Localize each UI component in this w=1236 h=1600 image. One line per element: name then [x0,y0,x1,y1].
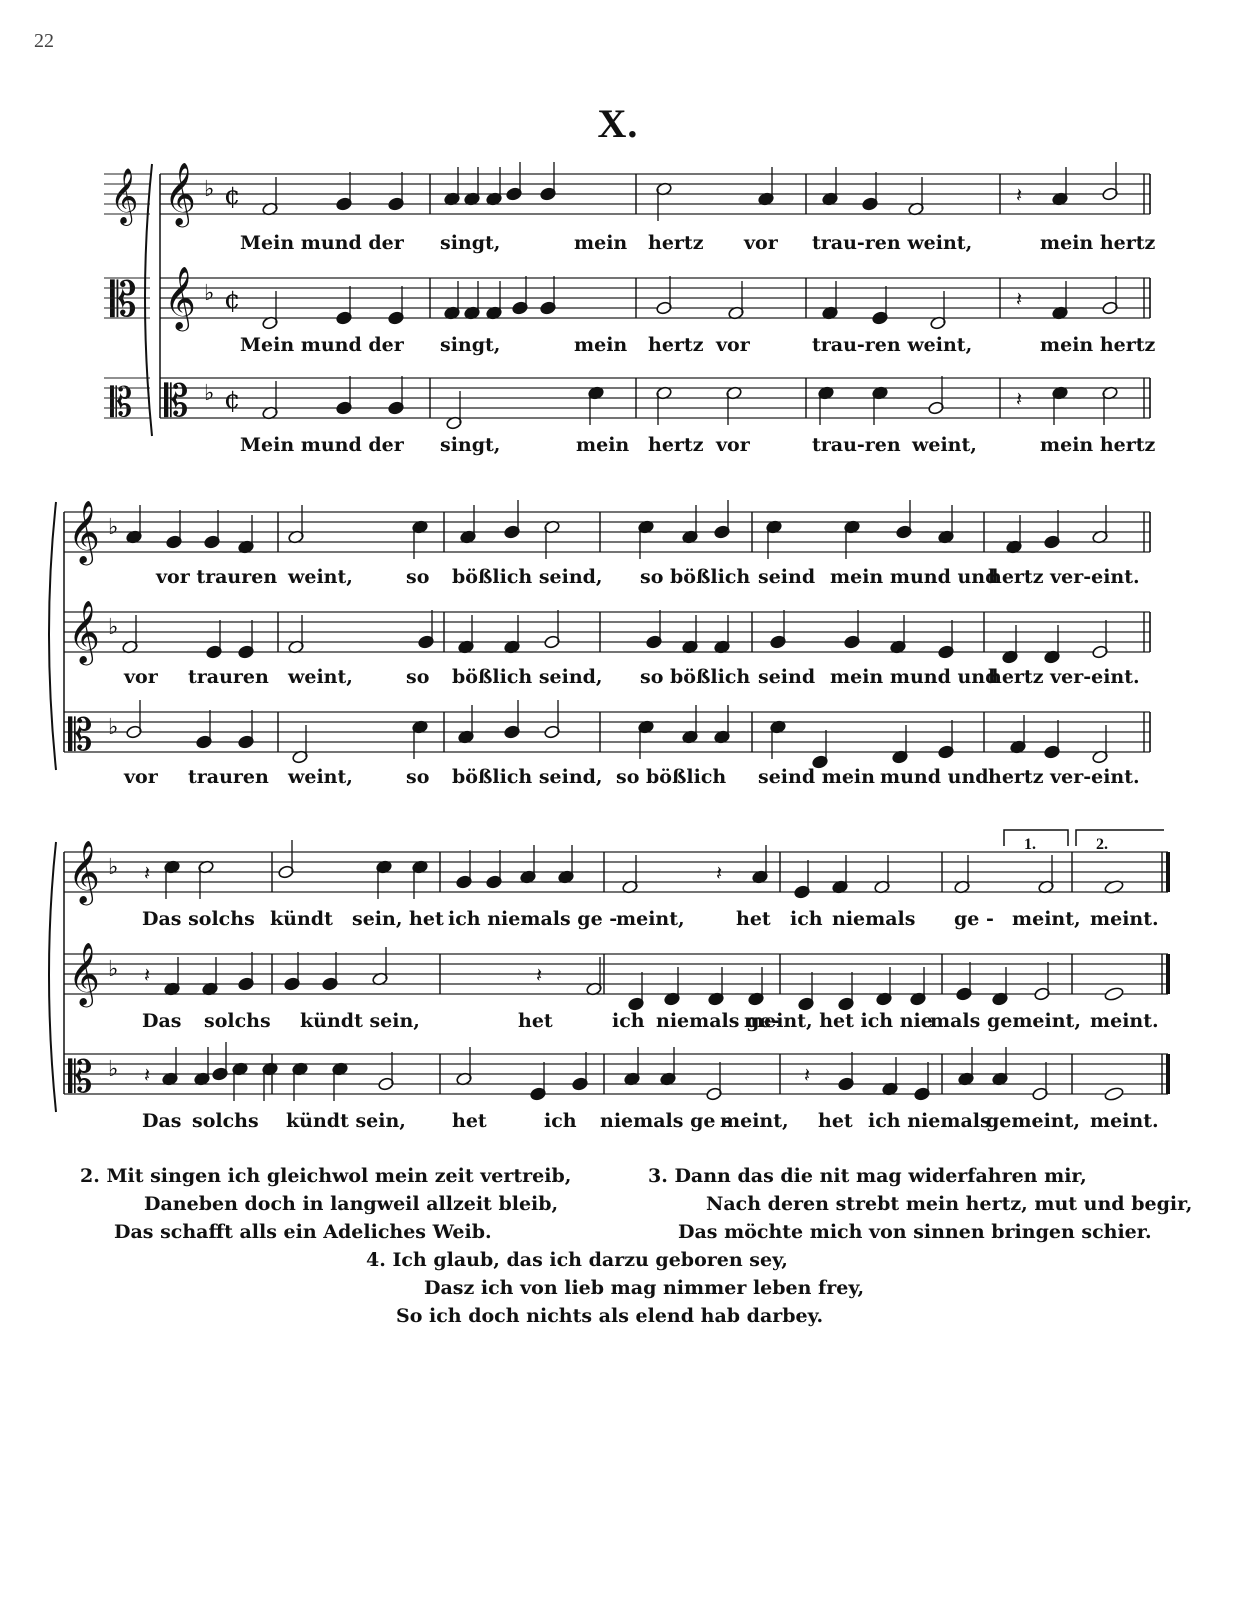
clef-s1-v3: 𝄡 [164,376,189,427]
key-flat-s3-v3: ♭ [108,1057,119,1082]
lyric-s3-v1-3: ich niemals ge - [448,908,618,930]
lyric-s1-v3-0: Mein mund der [240,434,404,456]
original-clef-v2: 𝄡 [110,272,137,328]
lyric-s2-v1-7: hertz ver-eint. [988,566,1140,588]
lyric-s3-v1-0: Das solchs [142,908,255,930]
clef-s3-v3: 𝄡 [68,1052,93,1103]
lyric-s1-v3-1: singt, [440,434,501,456]
clef-s2-v3: 𝄡 [68,710,93,761]
lyric-s2-v2-2: weint, [288,666,353,688]
lyric-s2-v1-0: vor trauren [156,566,278,588]
lyric-s1-v1-2: mein [574,232,628,254]
clef-s2-v1: 𝄞 [68,500,100,563]
page-number: 22 [34,30,54,52]
lyric-s2-v1-2: so [406,566,430,588]
lyric-s2-v2-7: mein mund und [830,666,999,688]
lyric-s1-v1-6: mein hertz [1040,232,1156,254]
rest-s3-v3-1: 𝄽 [144,1063,151,1087]
verse-2-line-1: 2. Mit singen ich gleichwol mein zeit vertreib, [80,1165,572,1187]
lyric-s1-v1-4: vor [744,232,778,254]
ending-first: 1. [1024,836,1036,853]
rest-s3-v2-1: 𝄽 [144,963,151,987]
verse-3-line-1: 3. Dann das die nit mag widerfahren mir, [648,1165,1087,1187]
lyric-s3-v2-2: kündt sein, [300,1010,420,1032]
key-flat-s3-v2: ♭ [108,957,119,982]
clef-s3-v2: 𝄞 [68,942,100,1005]
lyric-s3-v3-1: solchs [192,1110,259,1132]
lyric-s3-v3-3: het [452,1110,487,1132]
time-sig-v3: ¢ [224,385,241,415]
lyric-s3-v3-8: ich niemals [868,1110,991,1132]
lyric-s1-v2-5: trau-ren weint, [812,334,973,356]
key-flat-s1-v1: ♭ [204,177,215,202]
lyric-s3-v1-6: ich [790,908,823,930]
time-sig-v1: ¢ [224,181,241,211]
rest-s1-v1-14: 𝄽 [1016,183,1023,207]
lyric-s1-v2-4: vor [716,334,750,356]
clef-s3-v1: 𝄞 [68,840,100,903]
lyric-s2-v3-4: bößlich seind, [452,766,603,788]
lyric-s3-v2-5: niemals ge- [656,1010,780,1032]
lyric-s2-v2-6: seind [758,666,816,688]
lyric-s3-v1-8: ge - [954,908,994,930]
lyric-s1-v1-1: singt, [440,232,501,254]
rest-s1-v2-14: 𝄽 [1016,287,1023,311]
lyric-s2-v2-8: hertz ver-eint. [988,666,1140,688]
lyric-s2-v2-3: so [406,666,430,688]
second-ending-bracket [1076,830,1164,846]
lyric-s2-v2-5: so bößlich [640,666,751,688]
lyric-s2-v3-5: so bößlich [616,766,727,788]
lyric-s3-v2-0: Das [142,1010,182,1032]
lyric-s3-v3-6: meint, [720,1110,789,1132]
rest-s3-v1-1: 𝄽 [144,861,151,885]
lyric-s2-v1-3: bößlich seind, [452,566,603,588]
verse-3 [648,1162,1192,1246]
lyric-s2-v3-6: seind mein [758,766,875,788]
lyric-s3-v2-6: meint, het ich nie [744,1010,933,1032]
lyric-s2-v1-1: weint, [288,566,353,588]
lyric-s3-v1-9: meint, [1012,908,1081,930]
lyric-s2-v3-3: so [406,766,430,788]
lyric-s1-v3-6: weint, [912,434,977,456]
lyric-s2-v2-0: vor [124,666,158,688]
verse-3-line-2: Nach deren strebt mein hertz, mut und begir, [706,1193,1193,1215]
verse-2 [80,1162,571,1246]
lyric-s3-v1-4: meint, [616,908,685,930]
key-flat-s1-v3: ♭ [204,381,215,406]
lyric-s1-v3-5: trau-ren [812,434,901,456]
system-bracket-s2 [49,502,56,770]
verse-2-line-2: Daneben doch in langweil allzeit bleib, [144,1193,559,1215]
lyric-s1-v3-7: mein hertz [1040,434,1156,456]
lyric-s1-v3-3: hertz [648,434,704,456]
ending-second: 2. [1096,836,1108,853]
lyric-s2-v1-6: mein mund und [830,566,999,588]
lyric-s2-v3-0: vor [124,766,158,788]
lyric-s3-v3-5: niemals ge - [600,1110,730,1132]
lyric-s1-v1-0: Mein mund der [240,232,404,254]
lyric-s3-v2-4: ich [612,1010,645,1032]
lyric-s3-v3-4: ich [544,1110,577,1132]
first-ending-bracket [1004,830,1068,846]
lyric-s3-v1-10: meint. [1090,908,1159,930]
lyric-s1-v1-3: hertz [648,232,704,254]
system-bracket-s3 [49,842,56,1112]
lyric-s3-v3-0: Das [142,1110,182,1132]
lyric-s2-v2-1: trauren [188,666,269,688]
verse-4 [366,1246,864,1330]
lyric-s2-v3-2: weint, [288,766,353,788]
verse-4-line-3: So ich doch nichts als elend hab darbey. [396,1305,824,1327]
lyric-s3-v3-9: gemeint, [986,1110,1080,1132]
rest-s3-v1-12: 𝄽 [716,861,723,885]
lyric-s2-v3-1: trauren [188,766,269,788]
lyric-s3-v3-10: meint. [1090,1110,1159,1132]
lyric-s3-v3-2: kündt sein, [286,1110,406,1132]
clef-s1-v2: 𝄞 [164,266,196,329]
lyric-s1-v2-0: Mein mund der [240,334,404,356]
original-clef-v1: 𝄞 [110,168,139,224]
lyric-s2-v1-5: seind [758,566,816,588]
key-flat-s1-v2: ♭ [204,281,215,306]
lyric-s3-v1-5: het [736,908,771,930]
rest-s3-v2-8: 𝄽 [536,963,543,987]
key-flat-s2-v2: ♭ [108,615,119,640]
lyric-s2-v3-7: mund und [880,766,989,788]
key-flat-s2-v1: ♭ [108,515,119,540]
key-flat-s3-v1: ♭ [108,855,119,880]
verse-2-line-3: Das schafft alls ein Adeliches Weib. [114,1221,492,1243]
lyric-s3-v2-7: mals gemeint, [930,1010,1081,1032]
verse-4-line-1: 4. Ich glaub, das ich darzu geboren sey, [366,1249,788,1271]
lyric-s2-v2-4: bößlich seind, [452,666,603,688]
lyric-s3-v2-8: meint. [1090,1010,1159,1032]
lyric-s1-v2-1: singt, [440,334,501,356]
lyric-s3-v1-7: niemals [832,908,916,930]
lyric-s3-v2-1: solchs [204,1010,271,1032]
lyric-s1-v2-2: mein [574,334,628,356]
note-s3-v3-23 [1104,1086,1124,1102]
note-s3-v2-21 [1104,986,1124,1002]
clef-s1-v1: 𝄞 [164,162,196,225]
lyric-s2-v3-8: hertz ver-eint. [988,766,1140,788]
lyric-s2-v1-4: so bößlich [640,566,751,588]
rest-s3-v3-16: 𝄽 [804,1063,811,1087]
lyric-s1-v1-5: trau-ren weint, [812,232,973,254]
verse-4-line-2: Dasz ich von lieb mag nimmer leben frey, [424,1277,865,1299]
lyric-s3-v1-2: sein, het [352,908,444,930]
key-flat-s2-v3: ♭ [108,715,119,740]
lyric-s3-v1-1: kündt [270,908,333,930]
rest-s1-v3-11: 𝄽 [1016,387,1023,411]
lyric-s1-v3-2: mein [576,434,630,456]
lyric-s1-v2-3: hertz [648,334,704,356]
clef-s2-v2: 𝄞 [68,600,100,663]
piece-title: X. [597,101,639,146]
lyric-s3-v3-7: het [818,1110,853,1132]
lyric-s1-v2-6: mein hertz [1040,334,1156,356]
time-sig-v2: ¢ [224,285,241,315]
original-clef-v3: 𝄡 [110,380,133,426]
lyric-s1-v3-4: vor [716,434,750,456]
verse-3-line-3: Das möchte mich von sinnen bringen schier. [678,1221,1152,1243]
lyric-s3-v2-3: het [518,1010,553,1032]
system-bracket-s1 [145,164,152,436]
